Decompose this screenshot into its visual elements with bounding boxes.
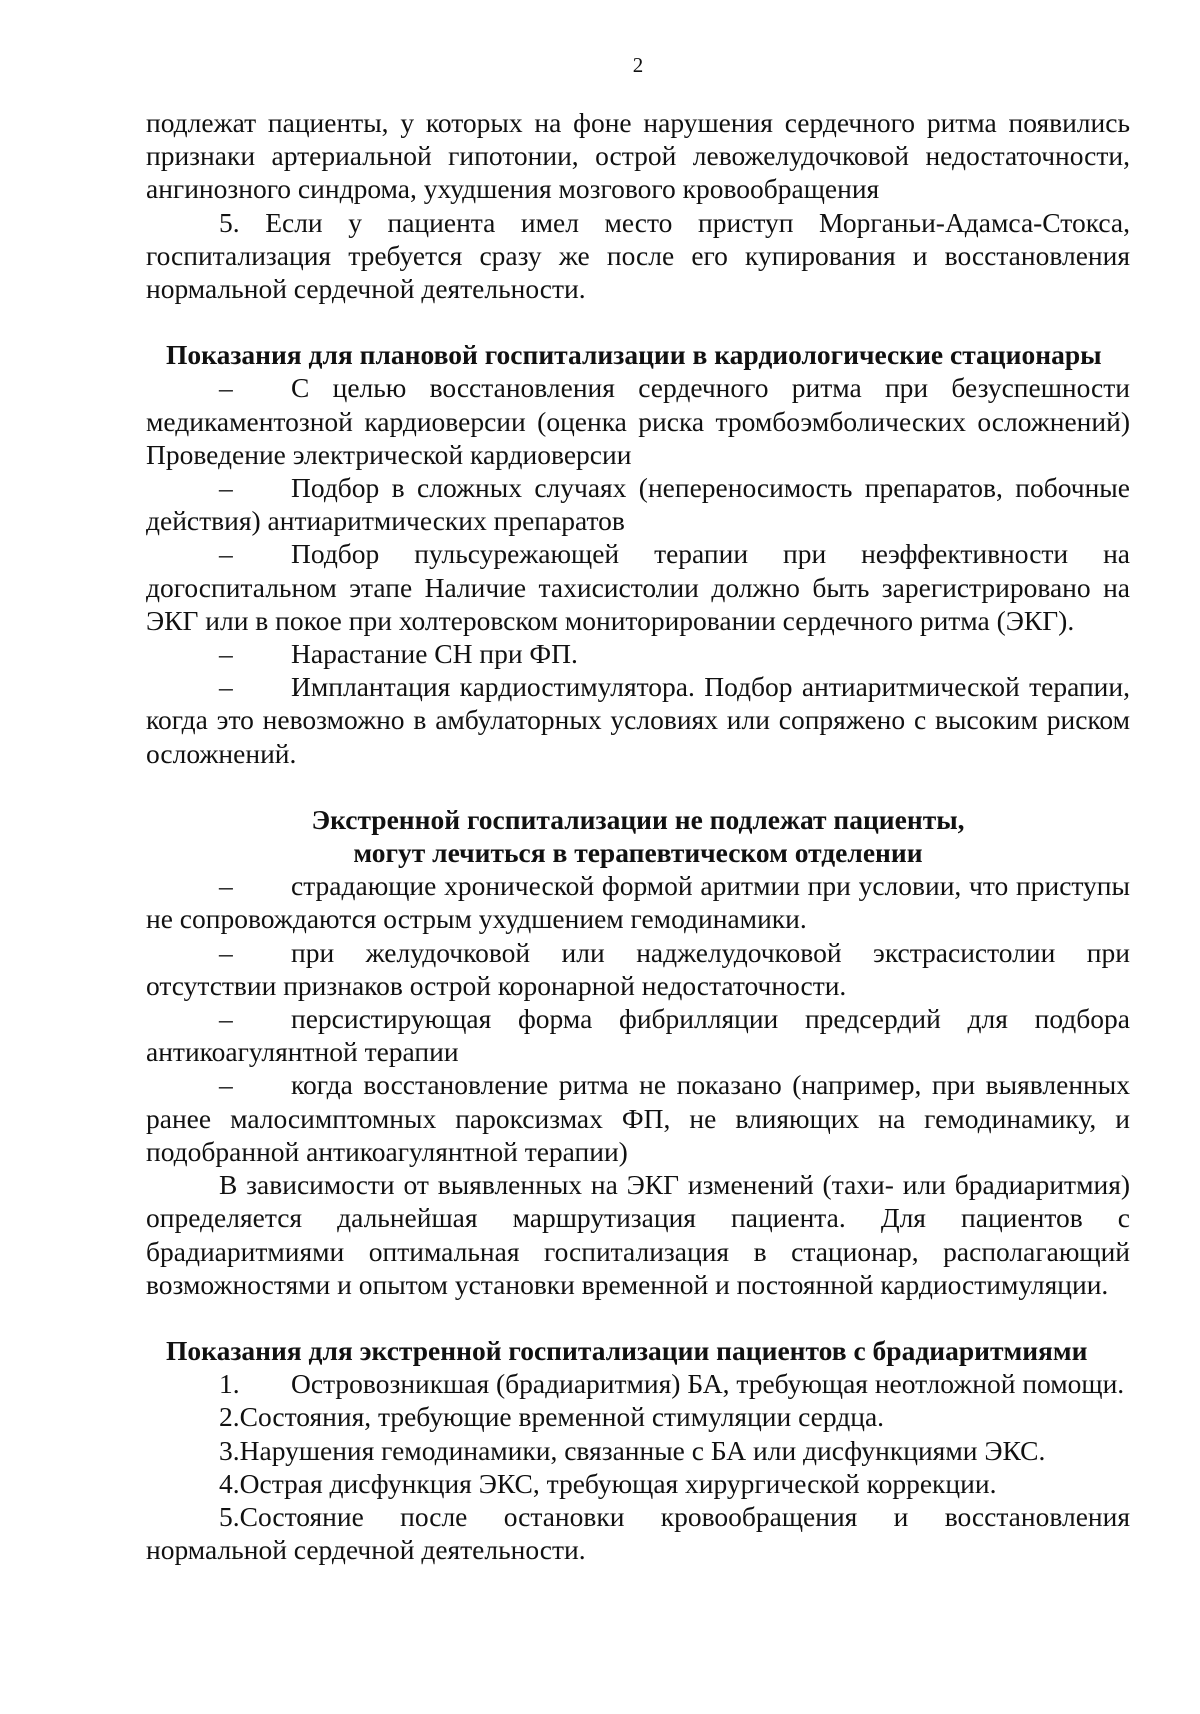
dash-marker: –: [219, 638, 233, 670]
list-item-text: Имплантация кардиостимулятора. Подбор антиаритмической терапии, когда это невозможно в амбулаторных условиях или сопряжено с высоким риском осложнений.: [146, 671, 1130, 769]
dash-marker: –: [219, 538, 233, 570]
intro-paragraph-5: 5. Если у пациента имел место приступ Морганьи-Адамса-Стокса, госпитализация требуется сразу же после его купирования и восстановления нормальной сердечной деятельности.: [146, 206, 1130, 305]
numbered-item: [146, 1400, 1130, 1433]
page-number: 2: [632, 53, 644, 77]
list-item: [146, 537, 1130, 637]
list-item-text: Подбор пульсурежающей терапии при неэффективности на догоспитальном этапе Наличие тахисистолии должно быть зарегистрировано на ЭКГ или в покое при холтеровском мониторировании сердечного ритма (ЭКГ).: [146, 538, 1130, 636]
list-item-text: Подбор в сложных случаях (непереносимость препаратов, побочные действия) антиаритмических препаратов: [146, 472, 1130, 537]
section-heading-planned: Показания для плановой госпитализации в кардиологические стационары: [166, 339, 1102, 371]
item-number: 3.: [219, 1434, 240, 1466]
item-text: Нарушения гемодинамики, связанные с БА или дисфункциями ЭКС.: [239, 1434, 1046, 1466]
list-item: [146, 471, 1130, 537]
list-item-text: Нарастание СН при ФП.: [291, 638, 578, 670]
dash-marker: –: [219, 372, 233, 404]
numbered-item: [146, 1434, 1130, 1467]
item-number: 4.: [219, 1467, 240, 1499]
routing-paragraph: В зависимости от выявленных на ЭКГ изменений (тахи- или брадиаритмия) определяется дальнейшая маршрутизация пациента. Для пациентов с брадиаритмиями оптимальная госпитализация в стационар, располагающий возможностями и опытом установки временной и постоянной кардиостимуляции.: [146, 1169, 1130, 1300]
dash-marker: –: [219, 1069, 233, 1101]
list-item-text: при желудочковой или наджелудочковой экстрасистолии при отсутствии признаков острой коронарной недостаточности.: [146, 936, 1130, 1001]
item-text: Состояние после остановки кровообращения и восстановления нормальной сердечной деятельности.: [146, 1500, 1130, 1566]
section-heading-not-emergency-line2: могут лечиться в терапевтическом отделении: [353, 837, 923, 869]
section-heading-not-emergency-line1: Экстренной госпитализации не подлежат пациенты,: [311, 803, 965, 835]
dash-marker: –: [219, 671, 233, 703]
numbered-item: [146, 1467, 1130, 1500]
list-item: [146, 1002, 1130, 1068]
list-item: [146, 371, 1130, 471]
list-item-text: когда восстановление ритма не показано (например, при выявленных ранее малосимптомных пароксизмах ФП, не влияющих на гемодинамику, и подобранной антикоагулянтной терапии): [146, 1069, 1130, 1167]
item-text: Островозникшая (брадиаритмия) БА, требующая неотложной помощи.: [291, 1368, 1125, 1400]
numbered-item: [146, 1367, 1130, 1400]
item-text: Состояния, требующие временной стимуляции сердца.: [239, 1401, 885, 1433]
list-item: [146, 1068, 1130, 1168]
dash-marker: –: [219, 870, 233, 902]
numbered-item: [146, 1500, 1130, 1566]
dash-marker: –: [219, 936, 233, 968]
intro-paragraph: подлежат пациенты, у которых на фоне нарушения сердечного ритма появились признаки артериальной гипотонии, острой левожелудочковой недостаточности, ангинозного синдрома, ухудшения мозгового кровообращения: [146, 107, 1130, 205]
dash-marker: –: [219, 1003, 233, 1035]
item-number: 5.: [219, 1500, 240, 1532]
document-page: [146, 50, 1130, 1566]
list-item-text: страдающие хронической формой аритмии при условии, что приступы не сопровождаются острым ухудшением гемодинамики.: [146, 870, 1130, 935]
dash-marker: –: [219, 472, 233, 504]
list-item-text: С целью восстановления сердечного ритма при безуспешности медикаментозной кардиоверсии (оценка риска тромбоэмболических осложнений) Проведение электрической кардиоверсии: [146, 372, 1130, 470]
item-text: Острая дисфункция ЭКС, требующая хирургической коррекции.: [239, 1467, 997, 1499]
spacer: [146, 770, 1130, 803]
spacer: [146, 1301, 1130, 1334]
item-number: 1.: [219, 1368, 240, 1400]
list-item: [146, 869, 1130, 935]
spacer: [146, 305, 1130, 338]
item-number: 2.: [219, 1401, 240, 1433]
section-heading-bradyarrhythmia: Показания для экстренной госпитализации пациентов с брадиаритмиями: [166, 1334, 1088, 1366]
list-item: [146, 936, 1130, 1002]
list-item-text: персистирующая форма фибрилляции предсердий для подбора антикоагулянтной терапии: [146, 1003, 1130, 1068]
list-item: [146, 670, 1130, 770]
list-item: [146, 637, 1130, 670]
